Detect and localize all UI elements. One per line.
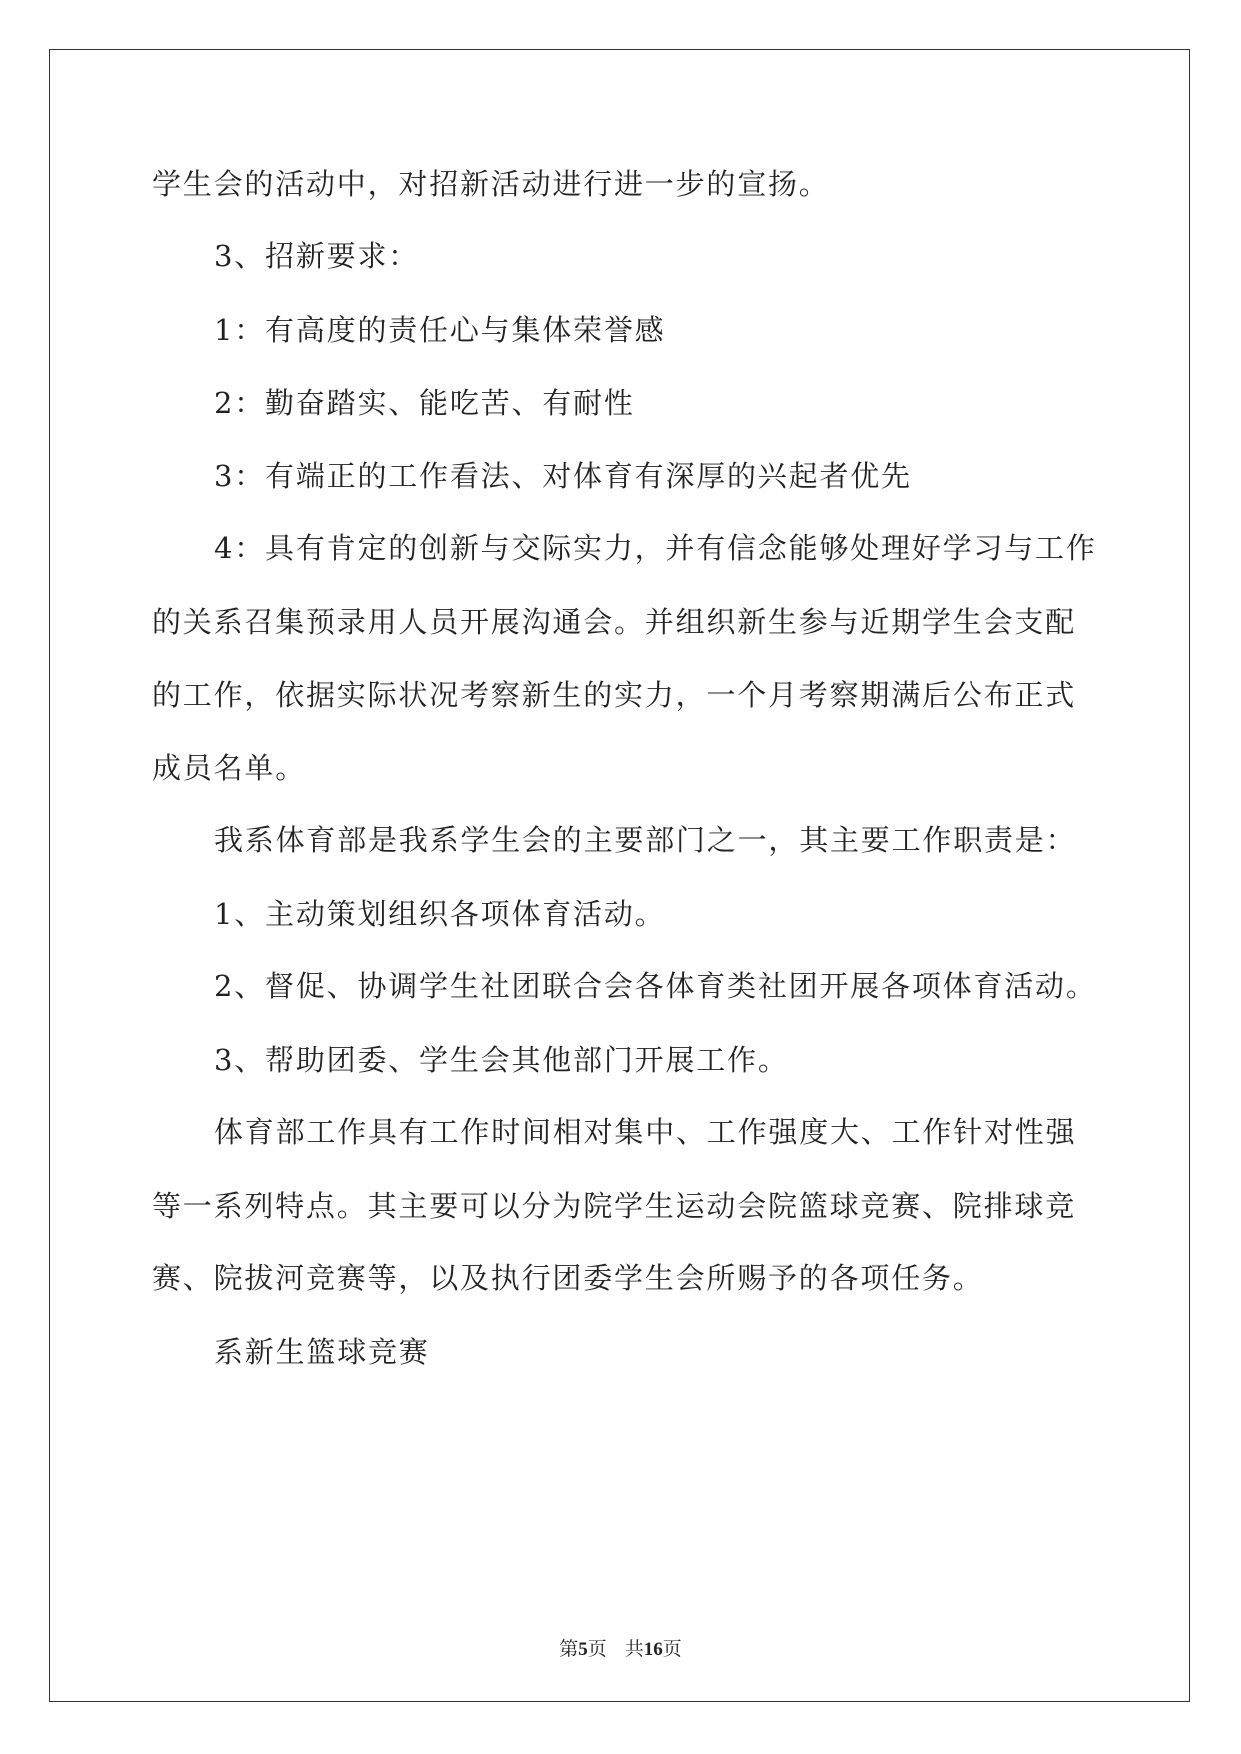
text-line: 3、帮助团委、学生会其他部门开展工作。 xyxy=(214,1043,789,1077)
text-line: 3、招新要求： xyxy=(214,239,420,273)
page-border xyxy=(49,49,1190,1702)
text-line: 3：有端正的工作看法、对体育有深厚的兴起者优先 xyxy=(214,459,912,493)
text-line: 成员名单。 xyxy=(152,751,307,785)
text-line: 的关系召集预录用人员开展沟通会。并组织新生参与近期学生会支配 xyxy=(152,605,1077,639)
text-line: 等一系列特点。其主要可以分为院学生运动会院篮球竞赛、院排球竞 xyxy=(152,1189,1077,1223)
text-line: 的工作，依据实际状况考察新生的实力，一个月考察期满后公布正式 xyxy=(152,678,1077,712)
page-number: 5 xyxy=(578,1639,588,1660)
page-footer xyxy=(0,1637,1241,1662)
text-line: 赛、院拔河竞赛等，以及执行团委学生会所赐予的各项任务。 xyxy=(152,1261,984,1295)
text-line: 4：具有肯定的创新与交际实力，并有信念能够处理好学习与工作 xyxy=(214,531,1097,565)
total-pages: 16 xyxy=(643,1639,663,1660)
text-line: 2：勤奋踏实、能吃苦、有耐性 xyxy=(214,386,635,420)
text-line: 1、主动策划组织各项体育活动。 xyxy=(214,897,666,931)
text-line: 2、督促、协调学生社团联合会各体育类社团开展各项体育活动。 xyxy=(214,969,1097,1003)
text-line: 学生会的活动中，对招新活动进行进一步的宣扬。 xyxy=(152,167,830,201)
page-prefix: 第 xyxy=(559,1638,579,1660)
total-suffix: 页 xyxy=(662,1638,682,1660)
total-prefix: 共 xyxy=(624,1638,644,1660)
text-line: 1：有高度的责任心与集体荣誉感 xyxy=(214,313,666,347)
text-line: 我系体育部是我系学生会的主要部门之一，其主要工作职责是： xyxy=(214,823,1077,857)
text-line: 系新生篮球竞赛 xyxy=(214,1335,430,1369)
text-line: 体育部工作具有工作时间相对集中、工作强度大、工作针对性强 xyxy=(214,1115,1077,1149)
page-suffix: 页 xyxy=(587,1638,607,1660)
